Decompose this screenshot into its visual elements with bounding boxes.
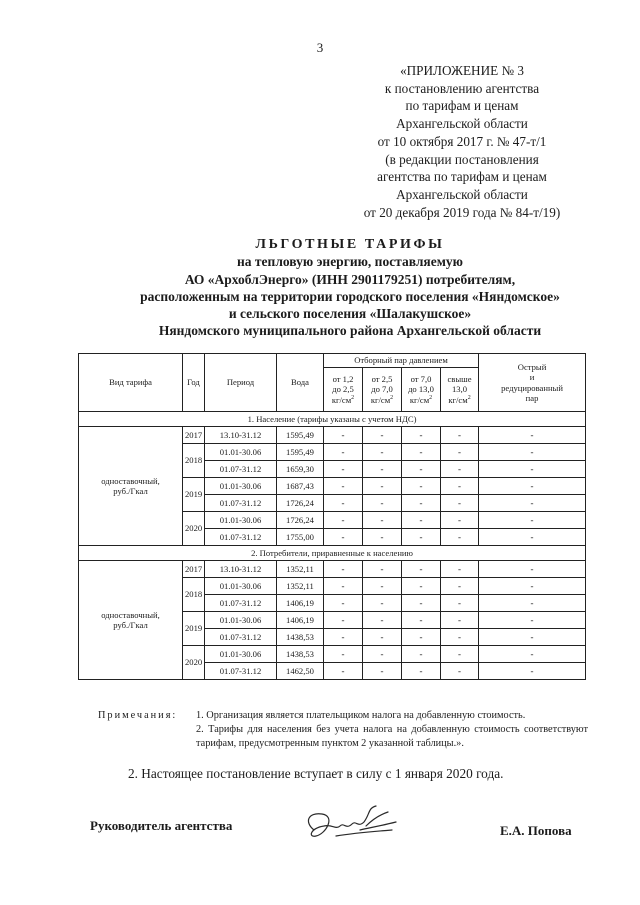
tariff-type-line: руб./Гкал <box>113 486 148 496</box>
dash-cell: - <box>441 512 479 529</box>
dash-cell: - <box>402 512 441 529</box>
tariff-table <box>78 353 586 680</box>
dash-cell: - <box>363 529 402 546</box>
header-line: от 7,0 <box>410 373 432 384</box>
header-line: от 2,5 <box>371 373 393 384</box>
header-sharp-steam <box>479 354 586 412</box>
year-cell: 2020 <box>183 512 205 546</box>
dash-cell: - <box>324 663 363 680</box>
dash-cell: - <box>441 629 479 646</box>
period-cell: 13.10-31.12 <box>205 427 277 444</box>
appendix-line: «ПРИЛОЖЕНИЕ № 3 <box>400 63 524 78</box>
dash-cell: - <box>324 444 363 461</box>
dash-cell: - <box>441 444 479 461</box>
year-cell: 2017 <box>183 427 205 444</box>
section-row <box>79 412 586 427</box>
dash-cell: - <box>363 595 402 612</box>
dash-cell: - <box>402 495 441 512</box>
dash-cell: - <box>402 663 441 680</box>
dash-cell: - <box>479 646 586 663</box>
header-line: Острый <box>517 361 547 372</box>
header-line: свыше <box>447 373 472 384</box>
header-tariff-type: Вид тарифа <box>79 354 183 412</box>
dash-cell: - <box>402 561 441 578</box>
period-cell: 01.01-30.06 <box>205 444 277 461</box>
page-number: 3 <box>316 40 324 55</box>
dash-cell: - <box>402 427 441 444</box>
dash-cell: - <box>479 629 586 646</box>
notes-items <box>196 709 588 751</box>
header-line: $кг/см^2$ <box>448 394 471 405</box>
water-cell: 1726,24 <box>277 512 324 529</box>
header-steam-1 <box>324 368 363 412</box>
dash-cell: - <box>363 612 402 629</box>
dash-cell: - <box>363 478 402 495</box>
notes-label: Примечания: <box>98 710 178 721</box>
tariff-type-cell <box>79 427 183 546</box>
header-year: Год <box>183 354 205 412</box>
tariff-type-line: руб./Гкал <box>113 620 148 630</box>
header-line: редуцированный <box>501 382 563 393</box>
dash-cell: - <box>324 612 363 629</box>
year-cell: 2017 <box>183 561 205 578</box>
section-title: 2. Потребители, приравненные к населению <box>79 546 586 561</box>
dash-cell: - <box>324 427 363 444</box>
dash-cell: - <box>324 529 363 546</box>
dash-cell: - <box>363 561 402 578</box>
dash-cell: - <box>479 612 586 629</box>
period-cell: 13.10-31.12 <box>205 561 277 578</box>
title-line: Няндомского муниципального района Архангельской области <box>158 323 542 339</box>
appendix-line: к постановлению агентства <box>384 80 540 96</box>
water-cell: 1352,11 <box>277 561 324 578</box>
dash-cell: - <box>441 461 479 478</box>
header-line: до 2,5 <box>332 384 354 395</box>
signatory-name: Е.А. Попова <box>500 823 572 838</box>
period-cell: 01.01-30.06 <box>205 612 277 629</box>
dash-cell: - <box>402 612 441 629</box>
title-line: расположенным на территории городского поселения «Няндомское» <box>140 288 560 304</box>
header-line: до 7,0 <box>371 384 393 395</box>
appendix-line: агентства по тарифам и ценам <box>377 169 547 185</box>
dash-cell: - <box>441 612 479 629</box>
dash-cell: - <box>324 461 363 478</box>
appendix-line: от 20 декабря 2019 года № 84-т/19) <box>363 204 561 220</box>
header-steam-4 <box>441 368 479 412</box>
water-cell: 1687,43 <box>277 478 324 495</box>
dash-cell: - <box>479 595 586 612</box>
year-cell: 2020 <box>183 646 205 680</box>
year-cell: 2018 <box>183 578 205 612</box>
note-item: 2. Тарифы для населения без учета налога на добавленную стоимость соответствуют тарифам, предусмотренным пунктом 2 указанной таблицы.». <box>196 724 588 749</box>
year-cell: 2019 <box>183 612 205 646</box>
header-line: 13,0 <box>451 384 468 395</box>
dash-cell: - <box>324 646 363 663</box>
dash-cell: - <box>479 461 586 478</box>
dash-cell: - <box>441 478 479 495</box>
appendix-line: от 10 октября 2017 г. № 47-т/1 <box>377 133 547 149</box>
dash-cell: - <box>363 646 402 663</box>
header-line: $кг/см^2$ <box>409 394 433 405</box>
appendix-line: по тарифам и ценам <box>405 98 519 114</box>
dash-cell: - <box>363 427 402 444</box>
dash-cell: - <box>324 595 363 612</box>
header-period: Период <box>205 354 277 412</box>
period-cell: 01.07-31.12 <box>205 663 277 680</box>
dash-cell: - <box>324 478 363 495</box>
period-cell: 01.01-30.06 <box>205 478 277 495</box>
dash-cell: - <box>363 578 402 595</box>
table-row <box>79 427 586 444</box>
dash-cell: - <box>363 663 402 680</box>
header-steam-3 <box>402 368 441 412</box>
water-cell: 1755,00 <box>277 529 324 546</box>
dash-cell: - <box>363 461 402 478</box>
dash-cell: - <box>479 561 586 578</box>
water-cell: 1595,49 <box>277 427 324 444</box>
dash-cell: - <box>479 512 586 529</box>
tariff-type-line: одноставочный, <box>101 475 160 486</box>
header-steam-group: Отборный пар давлением <box>324 354 479 368</box>
dash-cell: - <box>441 529 479 546</box>
period-cell: 01.01-30.06 <box>205 578 277 595</box>
dash-cell: - <box>363 444 402 461</box>
dash-cell: - <box>402 629 441 646</box>
title-line: на тепловую энергию, поставляемую <box>237 254 463 270</box>
period-cell: 01.01-30.06 <box>205 512 277 529</box>
header-line: $кг/см^2$ <box>370 394 394 405</box>
period-cell: 01.01-30.06 <box>205 646 277 663</box>
dash-cell: - <box>324 512 363 529</box>
dash-cell: - <box>479 663 586 680</box>
section-title: 1. Население (тарифы указаны с учетом НДС) <box>79 412 586 427</box>
period-cell: 01.07-31.12 <box>205 495 277 512</box>
water-cell: 1438,53 <box>277 646 324 663</box>
dash-cell: - <box>363 629 402 646</box>
period-cell: 01.07-31.12 <box>205 629 277 646</box>
dash-cell: - <box>479 578 586 595</box>
title-line: и сельского поселения «Шалакушское» <box>228 306 472 322</box>
dash-cell: - <box>402 461 441 478</box>
dash-cell: - <box>324 495 363 512</box>
header-line: от 1,2 <box>332 373 354 384</box>
dash-cell: - <box>324 561 363 578</box>
water-cell: 1352,11 <box>277 578 324 595</box>
dash-cell: - <box>441 427 479 444</box>
appendix-line: Архангельской области <box>396 116 528 132</box>
header-line: и <box>529 372 535 382</box>
dash-cell: - <box>324 629 363 646</box>
water-cell: 1406,19 <box>277 612 324 629</box>
dash-cell: - <box>479 427 586 444</box>
header-line: до 13,0 <box>408 384 434 395</box>
header-line: $кг/см^2$ <box>331 394 355 405</box>
dash-cell: - <box>441 595 479 612</box>
period-cell: 01.07-31.12 <box>205 461 277 478</box>
dash-cell: - <box>441 561 479 578</box>
dash-cell: - <box>402 444 441 461</box>
dash-cell: - <box>441 495 479 512</box>
dash-cell: - <box>479 478 586 495</box>
decree-text: 2. Настоящее постановление вступает в силу с 1 января 2020 года. <box>128 766 504 781</box>
water-cell: 1659,30 <box>277 461 324 478</box>
dash-cell: - <box>479 529 586 546</box>
header-water: Вода <box>277 354 324 412</box>
header-line: пар <box>525 393 539 403</box>
water-cell: 1438,53 <box>277 629 324 646</box>
signatory-position: Руководитель агентства <box>90 818 233 833</box>
appendix-line: Архангельской области <box>396 186 528 202</box>
appendix-line: (в редакции постановления <box>385 151 539 167</box>
document-title <box>60 236 640 340</box>
water-cell: 1595,49 <box>277 444 324 461</box>
dash-cell: - <box>479 495 586 512</box>
water-cell: 1726,24 <box>277 495 324 512</box>
title-heading: ЛЬГОТНЫЕ ТАРИФЫ <box>255 237 445 252</box>
dash-cell: - <box>402 478 441 495</box>
note-item: 1. Организация является плательщиком налога на добавленную стоимость. <box>196 710 526 721</box>
dash-cell: - <box>402 578 441 595</box>
period-cell: 01.07-31.12 <box>205 529 277 546</box>
year-cell: 2019 <box>183 478 205 512</box>
dash-cell: - <box>441 646 479 663</box>
title-line: АО «АрхоблЭнерго» (ИНН 2901179251) потребителям, <box>184 271 516 287</box>
water-cell: 1406,19 <box>277 595 324 612</box>
dash-cell: - <box>479 444 586 461</box>
tariff-type-line: одноставочный, <box>101 609 160 620</box>
header-steam-2 <box>363 368 402 412</box>
section-row <box>79 546 586 561</box>
dash-cell: - <box>363 512 402 529</box>
dash-cell: - <box>441 578 479 595</box>
dash-cell: - <box>363 495 402 512</box>
water-cell: 1462,50 <box>277 663 324 680</box>
period-cell: 01.07-31.12 <box>205 595 277 612</box>
handwritten-signature <box>296 800 406 846</box>
table-row <box>79 561 586 578</box>
dash-cell: - <box>402 646 441 663</box>
dash-cell: - <box>324 578 363 595</box>
dash-cell: - <box>402 595 441 612</box>
year-cell: 2018 <box>183 444 205 478</box>
dash-cell: - <box>402 529 441 546</box>
appendix-header <box>338 62 586 221</box>
dash-cell: - <box>441 663 479 680</box>
tariff-type-cell <box>79 561 183 680</box>
